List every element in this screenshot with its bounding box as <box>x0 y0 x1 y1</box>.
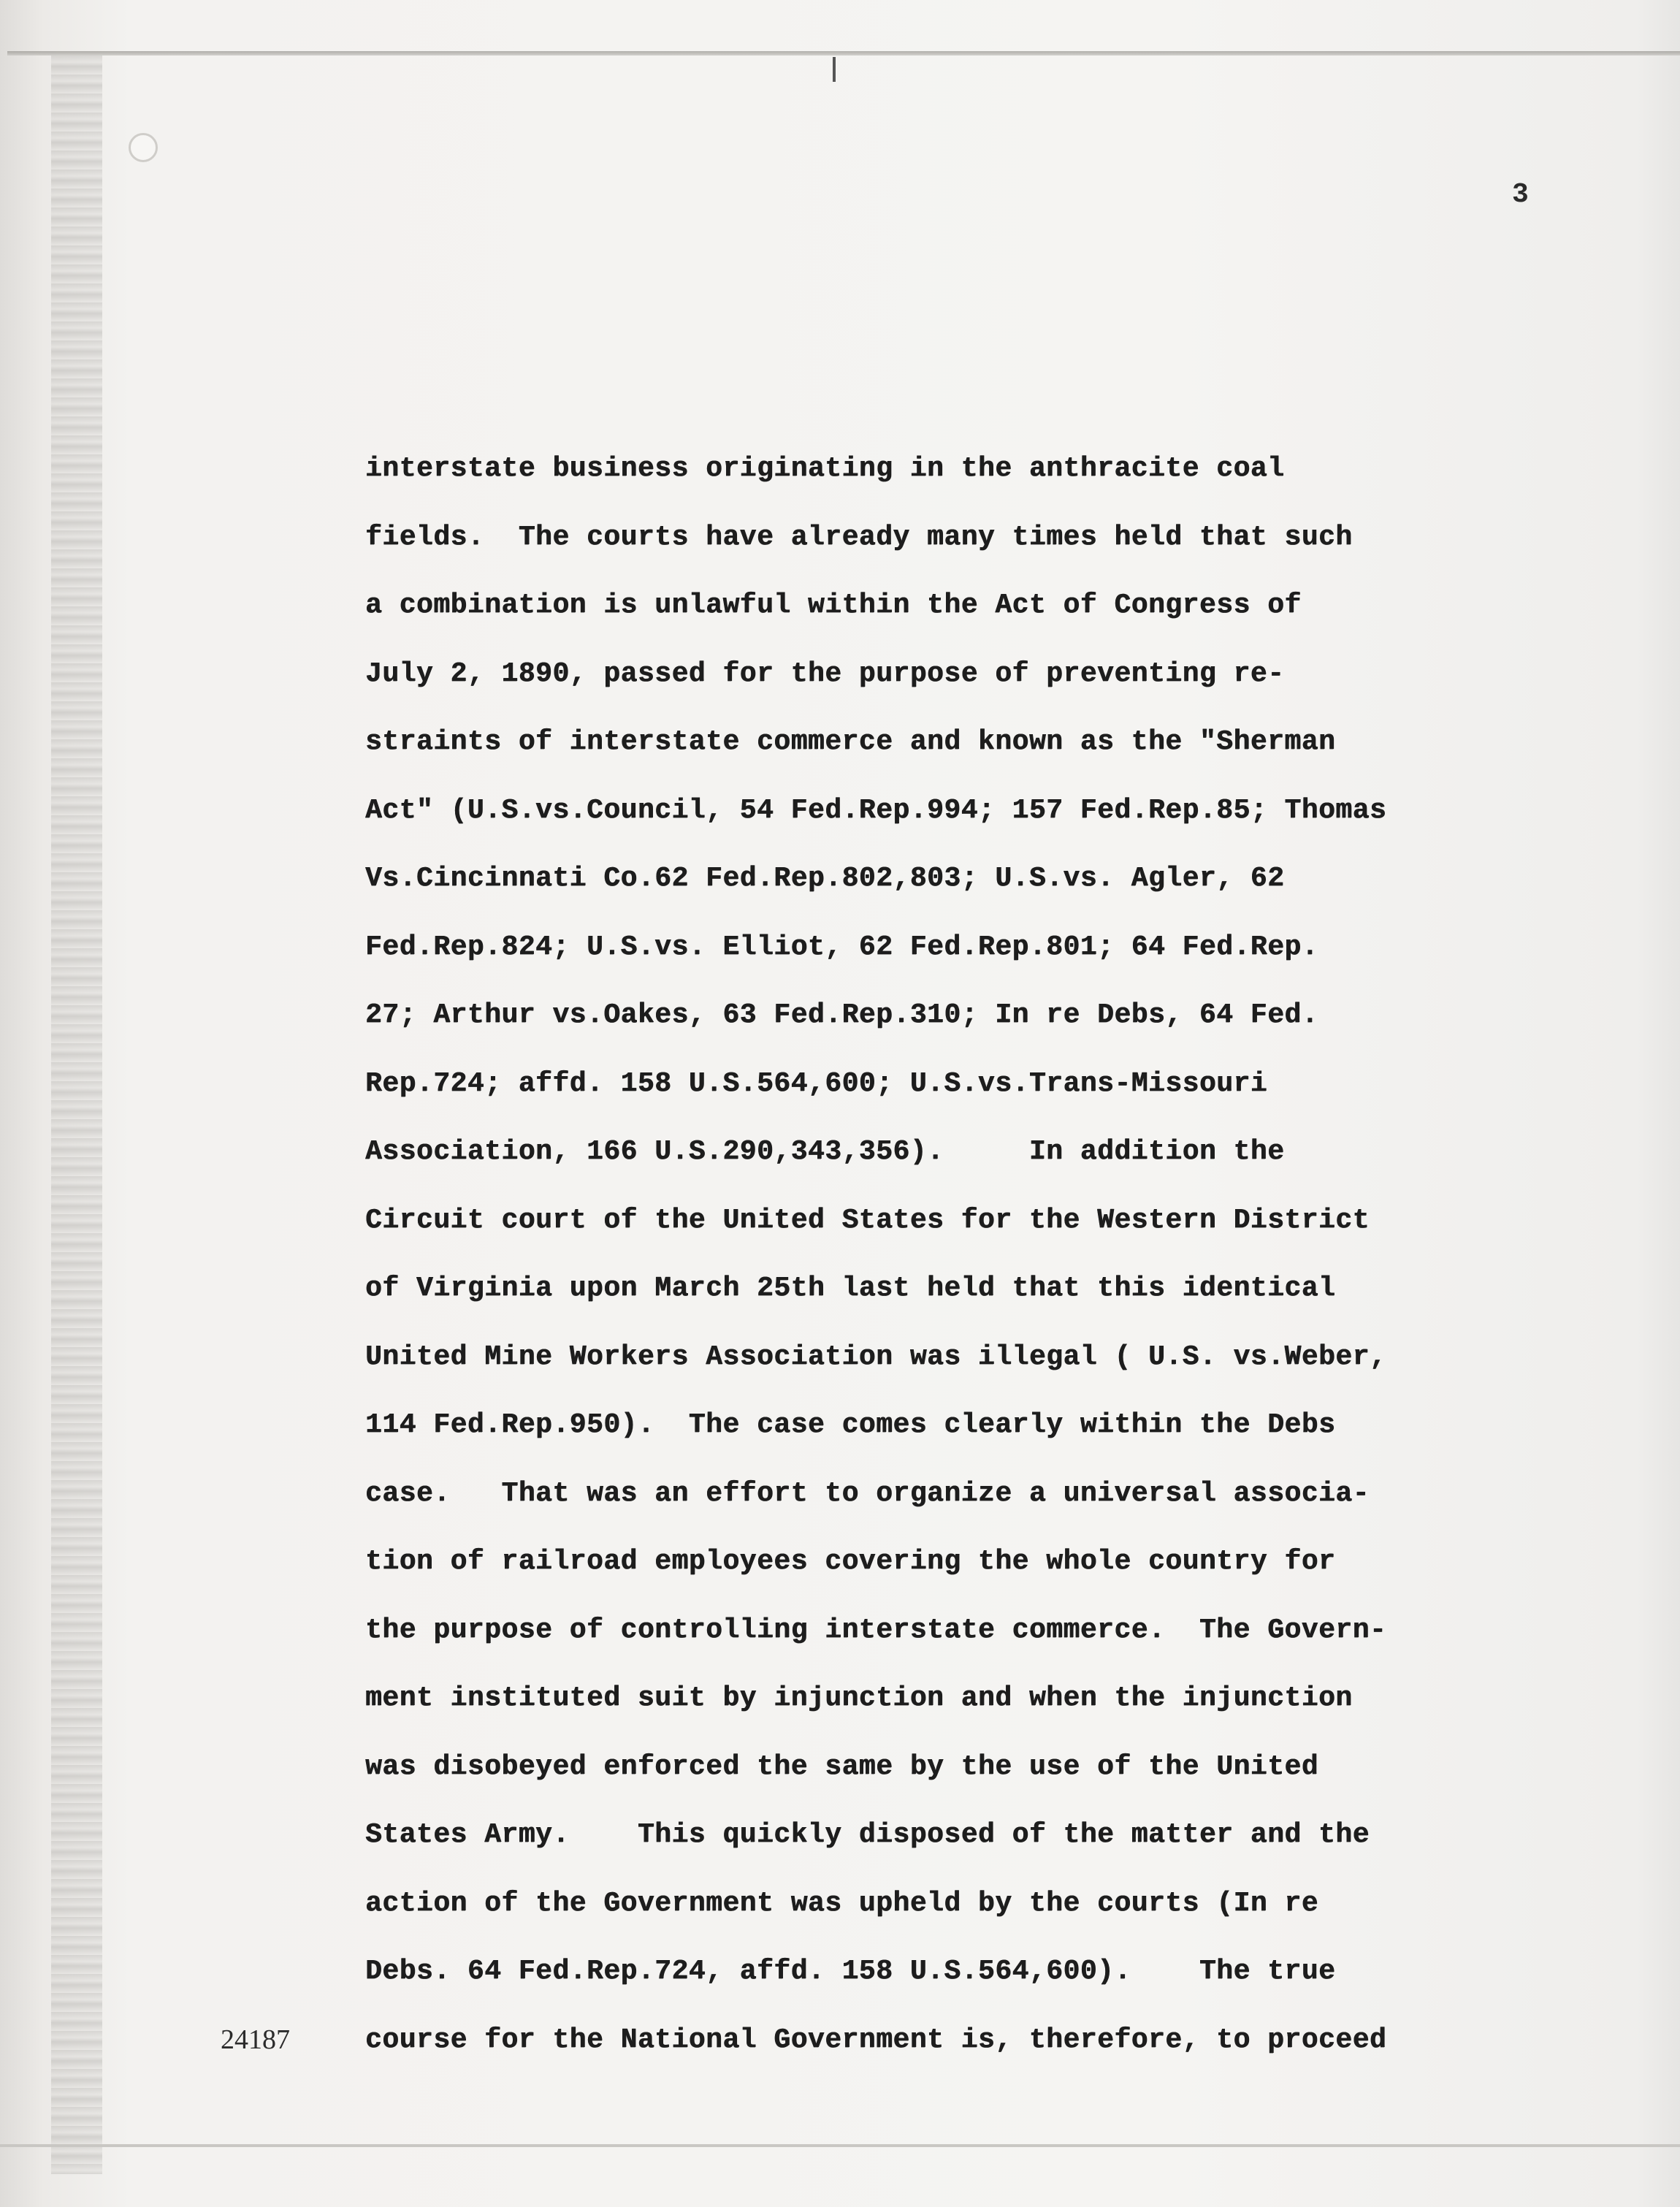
text-line: Association, 166 U.S.290,343,356). In addition the <box>365 1136 1285 1167</box>
top-mark <box>833 57 836 82</box>
text-line: case. That was an effort to organize a universal associa- <box>365 1477 1370 1509</box>
text-line: States Army. This quickly disposed of the matter and the <box>365 1819 1370 1850</box>
text-line: 27; Arthur vs.Oakes, 63 Fed.Rep.310; In re Debs, 64 Fed. <box>365 999 1319 1031</box>
text-line: course for the National Government is, therefore, to proceed <box>365 2024 1387 2056</box>
binding-shadow <box>51 56 102 2174</box>
document-number-stamp: 24187 <box>221 2024 290 2055</box>
text-line: July 2, 1890, passed for the purpose of preventing re- <box>365 657 1285 690</box>
text-line: of Virginia upon March 25th last held that this identical <box>365 1273 1336 1304</box>
text-line: ment instituted suit by injunction and when the injunction <box>365 1682 1353 1714</box>
text-line: tion of railroad employees covering the whole country for <box>365 1546 1336 1577</box>
text-line: Rep.724; affd. 158 U.S.564,600; U.S.vs.Trans-Missouri <box>365 1067 1268 1099</box>
text-line: Circuit court of the United States for the Western District <box>365 1204 1370 1236</box>
text-line: a combination is unlawful within the Act of Congress of <box>365 590 1302 621</box>
text-line: the purpose of controlling interstate commerce. The Govern- <box>365 1614 1387 1646</box>
page-top-edge <box>7 51 1680 56</box>
page-bottom-edge <box>0 2144 1680 2147</box>
punch-hole <box>129 133 158 162</box>
text-line: 114 Fed.Rep.950). The case comes clearly within the Debs <box>365 1409 1336 1441</box>
page-number: 3 <box>1512 179 1529 210</box>
text-line: fields. The courts have already many times held that such <box>365 521 1353 553</box>
text-line: Fed.Rep.824; U.S.vs. Elliot, 62 Fed.Rep.801; 64 Fed.Rep. <box>365 931 1319 963</box>
text-line: straints of interstate commerce and known as the "Sherman <box>365 726 1336 758</box>
text-line: United Mine Workers Association was illegal ( U.S. vs.Weber, <box>365 1341 1387 1373</box>
text-line: action of the Government was upheld by the courts (In re <box>365 1887 1319 1919</box>
letter-body <box>365 447 1607 2086</box>
text-line: Act" (U.S.vs.Council, 54 Fed.Rep.994; 157 Fed.Rep.85; Thomas <box>365 794 1387 826</box>
text-line: was disobeyed enforced the same by the use of the United <box>365 1750 1319 1783</box>
text-line: Vs.Cincinnati Co.62 Fed.Rep.802,803; U.S.vs. Agler, 62 <box>365 863 1285 894</box>
text-line: interstate business originating in the anthracite coal <box>365 453 1285 484</box>
text-line: Debs. 64 Fed.Rep.724, affd. 158 U.S.564,600). The true <box>365 1956 1336 1987</box>
